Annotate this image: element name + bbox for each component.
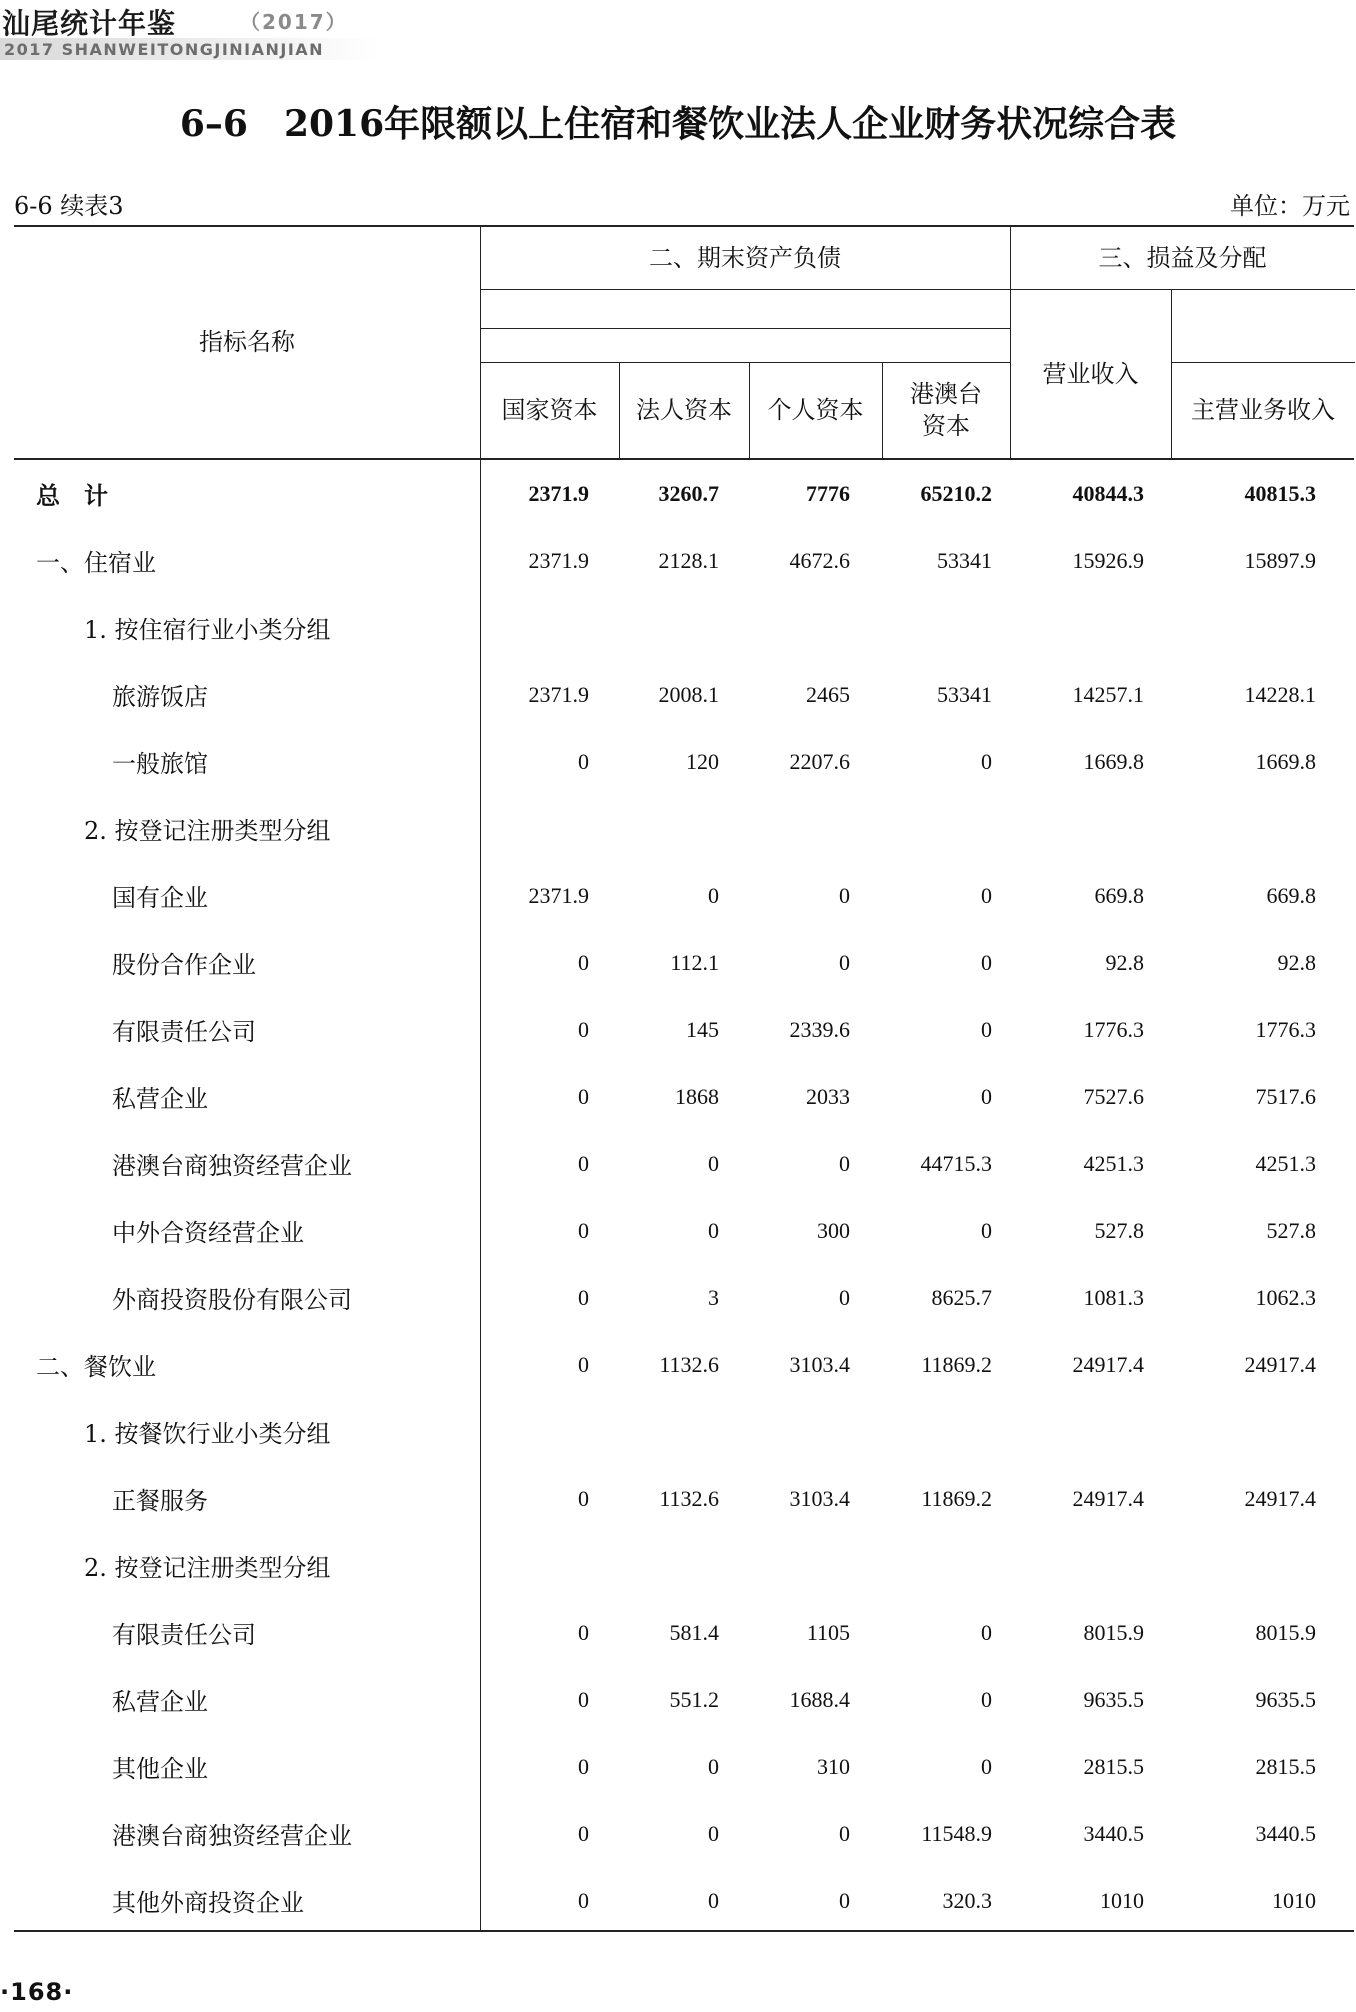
row-value: 0: [981, 1686, 992, 1712]
row-value: 3440.5: [1255, 1820, 1316, 1846]
row-value: 53341: [937, 547, 992, 573]
row-value: 1010: [1100, 1887, 1144, 1913]
row-value: 527.8: [1094, 1217, 1144, 1243]
table-row: [14, 1264, 1354, 1331]
row-value: 4672.6: [789, 547, 850, 573]
table-row: [14, 594, 1354, 661]
row-value: 0: [839, 1887, 850, 1913]
row-value: 14257.1: [1072, 681, 1144, 707]
row-value: 14228.1: [1244, 681, 1316, 707]
row-value: 2815.5: [1083, 1753, 1144, 1779]
row-value: 2207.6: [789, 748, 850, 774]
row-value: 1010: [1272, 1887, 1316, 1913]
row-value: [690, 795, 850, 862]
row-value: 24917.4: [1072, 1351, 1144, 1377]
table-row: [14, 1800, 1354, 1867]
header-main-business-revenue: 主营业务收入: [1191, 396, 1335, 424]
row-value: 2371.9: [528, 480, 589, 506]
row-value: 581.4: [669, 1619, 719, 1645]
row-value: 7527.6: [1083, 1083, 1144, 1109]
row-label: 外商投资股份有限公司: [112, 1286, 352, 1314]
row-value: 9635.5: [1255, 1686, 1316, 1712]
table-row: [14, 1867, 1354, 1934]
row-value: 53341: [937, 681, 992, 707]
row-value: 0: [839, 1820, 850, 1846]
table-row: [14, 996, 1354, 1063]
row-value: 0: [981, 1016, 992, 1042]
header-hmt-capital-line1: 港澳台: [910, 380, 982, 408]
row-value: 0: [578, 1619, 589, 1645]
table-row: [14, 1130, 1354, 1197]
row-value: 551.2: [669, 1686, 719, 1712]
row-label: 2. 按登记注册类型分组: [84, 817, 331, 845]
row-value: 3440.5: [1083, 1820, 1144, 1846]
row-value: 2371.9: [528, 882, 589, 908]
header-indicator-name: 指标名称: [199, 328, 295, 356]
row-value: 1776.3: [1255, 1016, 1316, 1042]
row-value: 4251.3: [1083, 1150, 1144, 1176]
row-label: 国有企业: [112, 884, 208, 912]
row-label: 总 计: [36, 482, 108, 510]
row-value: 2371.9: [528, 681, 589, 707]
row-value: [1156, 795, 1316, 862]
row-value: [690, 594, 850, 661]
header-individual-capital: 个人资本: [767, 396, 864, 424]
row-label: 2. 按登记注册类型分组: [84, 1554, 331, 1582]
row-value: 669.8: [1094, 882, 1144, 908]
row-value: 2128.1: [658, 547, 719, 573]
row-value: 8625.7: [931, 1284, 992, 1310]
row-label: 正餐服务: [112, 1487, 208, 1515]
row-value: 11869.2: [921, 1485, 992, 1511]
row-label: 私营企业: [112, 1688, 208, 1716]
table-row: [14, 1532, 1354, 1599]
row-value: 8015.9: [1083, 1619, 1144, 1645]
row-label: 一般旅馆: [112, 750, 208, 778]
table-row: [14, 728, 1354, 795]
row-value: 1868: [675, 1083, 719, 1109]
row-value: [690, 1398, 850, 1465]
table-row: [14, 1398, 1354, 1465]
row-value: 9635.5: [1083, 1686, 1144, 1712]
row-value: 0: [981, 949, 992, 975]
row-value: 0: [981, 1217, 992, 1243]
row-value: 145: [686, 1016, 719, 1042]
book-subtitle: 2017 SHANWEITONGJINIANJIAN: [4, 40, 325, 59]
page-title: 6–6 2016年限额以上住宿和餐饮业法人企业财务状况综合表: [179, 103, 1177, 145]
row-value: 0: [981, 882, 992, 908]
row-value: 2815.5: [1255, 1753, 1316, 1779]
header-group-profit: 三、损益及分配: [1098, 243, 1267, 272]
row-value: 1669.8: [1083, 748, 1144, 774]
row-value: 7776: [806, 480, 850, 506]
row-value: 1132.6: [659, 1351, 719, 1377]
row-value: 3260.7: [658, 480, 719, 506]
row-value: 0: [839, 1284, 850, 1310]
row-value: [832, 795, 992, 862]
page-number: ·168·: [0, 1978, 74, 2006]
row-label: 有限责任公司: [112, 1018, 256, 1046]
row-value: 0: [578, 1753, 589, 1779]
row-label: 二、餐饮业: [36, 1353, 156, 1381]
row-value: 1105: [806, 1619, 850, 1645]
row-value: 310: [817, 1753, 850, 1779]
row-value: 0: [578, 1217, 589, 1243]
row-value: 0: [839, 882, 850, 908]
row-value: [832, 1532, 992, 1599]
row-value: 300: [817, 1217, 850, 1243]
row-value: 40815.3: [1244, 480, 1316, 506]
table-row: [14, 460, 1354, 527]
row-value: 24917.4: [1244, 1485, 1316, 1511]
row-value: [832, 1398, 992, 1465]
row-value: 1132.6: [659, 1485, 719, 1511]
row-value: 15897.9: [1244, 547, 1316, 573]
table-number: 6-6 续表3: [14, 192, 124, 220]
row-value: 4251.3: [1255, 1150, 1316, 1176]
row-label: 旅游饭店: [112, 683, 208, 711]
row-label: 有限责任公司: [112, 1621, 256, 1649]
row-value: [984, 1532, 1144, 1599]
row-value: 3103.4: [789, 1485, 850, 1511]
row-value: 2371.9: [528, 547, 589, 573]
table-row: [14, 661, 1354, 728]
row-value: 0: [708, 1150, 719, 1176]
row-value: 24917.4: [1244, 1351, 1316, 1377]
header-legal-person-capital: 法人资本: [636, 396, 732, 424]
row-value: 3: [708, 1284, 719, 1310]
row-label: 其他外商投资企业: [112, 1889, 304, 1917]
row-value: [984, 1398, 1144, 1465]
table-row: [14, 1197, 1354, 1264]
table-row: [14, 1331, 1354, 1398]
table-row: [14, 1063, 1354, 1130]
row-value: 2339.6: [789, 1016, 850, 1042]
row-value: 40844.3: [1072, 480, 1144, 506]
row-value: 0: [578, 949, 589, 975]
table-row: [14, 862, 1354, 929]
row-value: 1081.3: [1083, 1284, 1144, 1310]
book-title: 汕尾统计年鉴: [2, 7, 177, 40]
row-value: 0: [708, 882, 719, 908]
row-value: 92.8: [1277, 949, 1316, 975]
row-value: 0: [578, 1150, 589, 1176]
row-label: 一、住宿业: [36, 549, 156, 577]
row-value: [1156, 1532, 1316, 1599]
header-hmt-capital: [882, 362, 1010, 458]
row-label: 中外合资经营企业: [112, 1219, 304, 1247]
row-value: 0: [981, 1619, 992, 1645]
table-row: [14, 929, 1354, 996]
row-value: 11548.9: [921, 1820, 992, 1846]
blank-row-rule: [480, 328, 1010, 329]
unit-label: 单位：万元: [1230, 192, 1350, 220]
row-value: 0: [578, 1485, 589, 1511]
table-row: [14, 1733, 1354, 1800]
row-value: 0: [708, 1887, 719, 1913]
row-value: 1669.8: [1255, 748, 1316, 774]
table-row: [14, 1465, 1354, 1532]
row-value: 0: [839, 949, 850, 975]
row-value: 8015.9: [1255, 1619, 1316, 1645]
header-hmt-capital-line2: 资本: [922, 412, 970, 440]
row-value: 2033: [806, 1083, 850, 1109]
row-value: 24917.4: [1072, 1485, 1144, 1511]
row-value: 11869.2: [921, 1351, 992, 1377]
row-value: 0: [578, 1351, 589, 1377]
table-row: [14, 1599, 1354, 1666]
row-value: 0: [708, 1217, 719, 1243]
row-value: 0: [578, 1887, 589, 1913]
row-value: 3103.4: [789, 1351, 850, 1377]
row-value: 0: [981, 1753, 992, 1779]
row-value: 669.8: [1266, 882, 1316, 908]
row-label: 股份合作企业: [112, 951, 256, 979]
row-value: 0: [578, 1686, 589, 1712]
row-value: 0: [981, 748, 992, 774]
row-value: 0: [578, 1016, 589, 1042]
row-value: 1062.3: [1255, 1284, 1316, 1310]
table-row: [14, 1666, 1354, 1733]
row-value: 15926.9: [1072, 547, 1144, 573]
row-value: [1156, 594, 1316, 661]
row-value: 112.1: [670, 949, 719, 975]
book-year: （2017）: [240, 10, 348, 34]
row-label: 私营企业: [112, 1085, 208, 1113]
row-value: 1776.3: [1083, 1016, 1144, 1042]
row-value: 2008.1: [658, 681, 719, 707]
row-value: 0: [578, 748, 589, 774]
row-value: 120: [686, 748, 719, 774]
row-value: 0: [578, 1284, 589, 1310]
row-value: 0: [578, 1083, 589, 1109]
row-label: 其他企业: [112, 1755, 208, 1783]
group-underline: [480, 289, 1355, 290]
row-value: [984, 594, 1144, 661]
row-label: 1. 按住宿行业小类分组: [84, 616, 331, 644]
row-value: 0: [708, 1820, 719, 1846]
header-group-balance: 二、期末资产负债: [649, 243, 841, 272]
row-value: 0: [981, 1083, 992, 1109]
row-value: 0: [839, 1150, 850, 1176]
table-row: [14, 527, 1354, 594]
row-value: [984, 795, 1144, 862]
row-value: [690, 1532, 850, 1599]
row-value: 92.8: [1105, 949, 1144, 975]
row-value: 527.8: [1266, 1217, 1316, 1243]
row-value: 44715.3: [920, 1150, 992, 1176]
row-value: 65210.2: [920, 480, 992, 506]
row-value: 7517.6: [1255, 1083, 1316, 1109]
row-value: 0: [708, 1753, 719, 1779]
header-state-capital: 国家资本: [501, 396, 598, 424]
row-value: [832, 594, 992, 661]
row-value: 2465: [806, 681, 850, 707]
row-label: 港澳台商独资经营企业: [112, 1822, 352, 1850]
row-value: 0: [578, 1820, 589, 1846]
row-value: 1688.4: [789, 1686, 850, 1712]
header-operating-revenue: 营业收入: [1042, 360, 1139, 388]
row-label: 1. 按餐饮行业小类分组: [84, 1420, 331, 1448]
row-label: 港澳台商独资经营企业: [112, 1152, 352, 1180]
table-row: [14, 795, 1354, 862]
row-value: [1156, 1398, 1316, 1465]
row-value: 320.3: [942, 1887, 992, 1913]
